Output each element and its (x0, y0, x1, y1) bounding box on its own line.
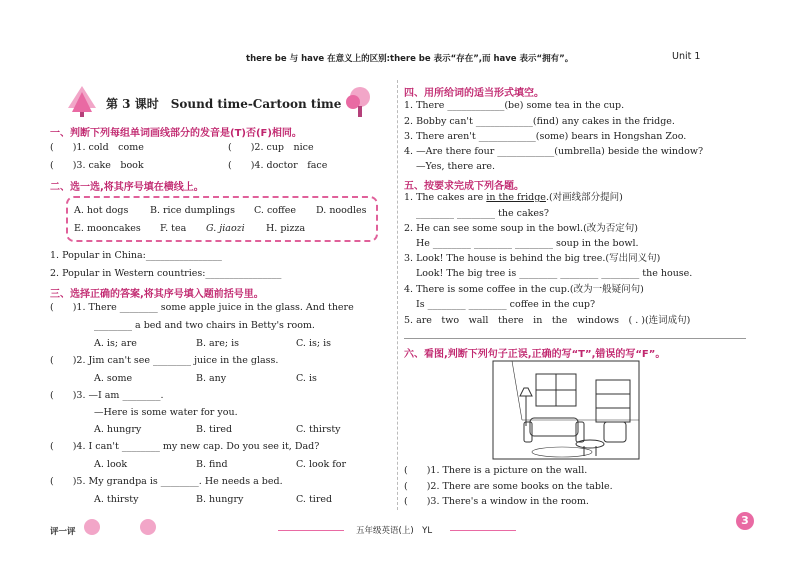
s3-q3-line1: ( )3. —I am ________. (50, 390, 164, 401)
s3-q1-opt-c: C. is; is (296, 338, 332, 349)
s5-q4-line1: 4. There is some coffee in the cup.(改为一般疑问句) (404, 284, 644, 295)
s3-q2-opt-a: A. some (94, 373, 133, 384)
section-4-title: 四、用所给词的适当形式填空。 (404, 88, 544, 99)
s5-answer-line (404, 338, 746, 339)
footer-line-right (450, 530, 516, 531)
s3-q2: ( )2. Jim can't see ________ juice in the glass. (50, 355, 279, 366)
options-box (66, 196, 378, 242)
option-d: D. noodles (316, 205, 367, 216)
s3-q5-opt-c: C. tired (296, 494, 333, 505)
s5-q1-line2: ________ ________ the cakes? (416, 208, 549, 219)
s3-q5-opt-b: B. hungry (196, 494, 244, 505)
s6-item-3: ( )3. There's a window in the room. (404, 496, 589, 507)
s3-q1-line1: ( )1. There ________ some apple juice in the glass. And there (50, 302, 354, 313)
s1-item-1: ( )1. cold come (50, 142, 144, 153)
s3-q2-opt-c: C. is (296, 373, 317, 384)
column-divider (397, 80, 398, 510)
s2-question-2: 2. Popular in Western countries:________________ (50, 268, 282, 279)
s3-q3-opt-c: C. thirsty (296, 424, 341, 435)
s5-q1-underlined: in the fridge (486, 192, 546, 203)
page-number: 3 (736, 512, 754, 530)
s5-q4-line2: Is ________ ________ coffee in the cup? (416, 299, 596, 310)
header-hint: there be 与 have 在意义上的区别:there be 表示“存在”,而 have 表示“拥有”。 (246, 54, 574, 64)
s5-q2-line1: 2. He can see some soup in the bowl.(改为否定句) (404, 223, 638, 234)
s4-q2: 2. Bobby can't ____________(find) any cakes in the fridge. (404, 116, 675, 127)
s3-q4: ( )4. I can't ________ my new cap. Do you see it, Dad? (50, 441, 320, 452)
footer-book-label: 五年级英语(上) YL (356, 526, 433, 536)
s3-q5-opt-a: A. thirsty (94, 494, 139, 505)
s3-q4-opt-b: B. find (196, 459, 228, 470)
s6-item-1: ( )1. There is a picture on the wall. (404, 465, 588, 476)
option-f: F. tea (160, 223, 187, 234)
s5-q2-line2: He ________ ________ ________ soup in the bowl. (416, 238, 639, 249)
s3-q1-opt-b: B. are; is (196, 338, 239, 349)
option-h: H. pizza (266, 223, 306, 234)
s3-q2-opt-b: B. any (196, 373, 227, 384)
option-e: E. mooncakes (74, 223, 141, 234)
option-b: B. rice dumplings (150, 205, 236, 216)
s4-q4-line2: —Yes, there are. (416, 161, 496, 172)
footer-rating-label: 评一评 (50, 527, 76, 537)
s3-q3-line2: —Here is some water for you. (94, 407, 238, 418)
s1-item-3: ( )3. cake book (50, 160, 144, 171)
s3-q5: ( )5. My grandpa is ________. He needs a bed. (50, 476, 283, 487)
option-g: G. jiaozi (206, 223, 245, 234)
s5-q1-instruction: .(对画线部分提问) (545, 192, 623, 203)
option-a: A. hot dogs (74, 205, 129, 216)
s3-q3-opt-a: A. hungry (94, 424, 142, 435)
s5-q5: 5. are two wall there in the windows ( . )(连词成句) (404, 315, 691, 326)
section-2-title: 二、选一选,将其序号填在横线上。 (50, 182, 204, 193)
section-6-title: 六、看图,判断下列句子正误,正确的写“T”,错误的写“F”。 (404, 349, 666, 360)
s5-q1-line1 (404, 192, 623, 204)
s4-q3: 3. There aren't ____________(some) bears in Hongshan Zoo. (404, 131, 687, 142)
section-1-title: 一、判断下列每组单词画线部分的发音是(T)否(F)相同。 (50, 128, 302, 139)
footer-line-left (278, 530, 344, 531)
s3-q4-opt-c: C. look for (296, 459, 347, 470)
s5-q3-line2: Look! The big tree is ________ ________ ________ the house. (416, 268, 693, 279)
lesson-title: 第 3 课时 Sound time-Cartoon time (106, 97, 342, 111)
rating-faces-icon (82, 516, 172, 538)
section-3-title: 三、选择正确的答案,将其序号填入题前括号里。 (50, 289, 264, 300)
s6-item-2: ( )2. There are some books on the table. (404, 481, 613, 492)
tree-decoration-icon (342, 84, 378, 118)
s3-q3-opt-b: B. tired (196, 424, 233, 435)
s3-q4-opt-a: A. look (94, 459, 128, 470)
room-picture (492, 360, 640, 460)
s2-question-1: 1. Popular in China:________________ (50, 250, 222, 261)
s3-q1-opt-a: A. is; are (94, 338, 137, 349)
s5-q3-line1: 3. Look! The house is behind the big tree.(写出同义句) (404, 253, 661, 264)
section-5-title: 五、按要求完成下列各题。 (404, 181, 524, 192)
s1-item-2: ( )2. cup nice (228, 142, 314, 153)
s4-q4-line1: 4. —Are there four ____________(umbrella) beside the window? (404, 146, 704, 157)
option-c: C. coffee (254, 205, 297, 216)
s4-q1: 1. There ____________(be) some tea in the cup. (404, 100, 625, 111)
tree-decoration-icon (64, 84, 100, 118)
s3-q1-line2: ________ a bed and two chairs in Betty's room. (94, 320, 315, 331)
s5-q1-text: 1. The cakes are (404, 192, 487, 203)
unit-label: Unit 1 (672, 51, 701, 62)
s1-item-4: ( )4. doctor face (228, 160, 328, 171)
